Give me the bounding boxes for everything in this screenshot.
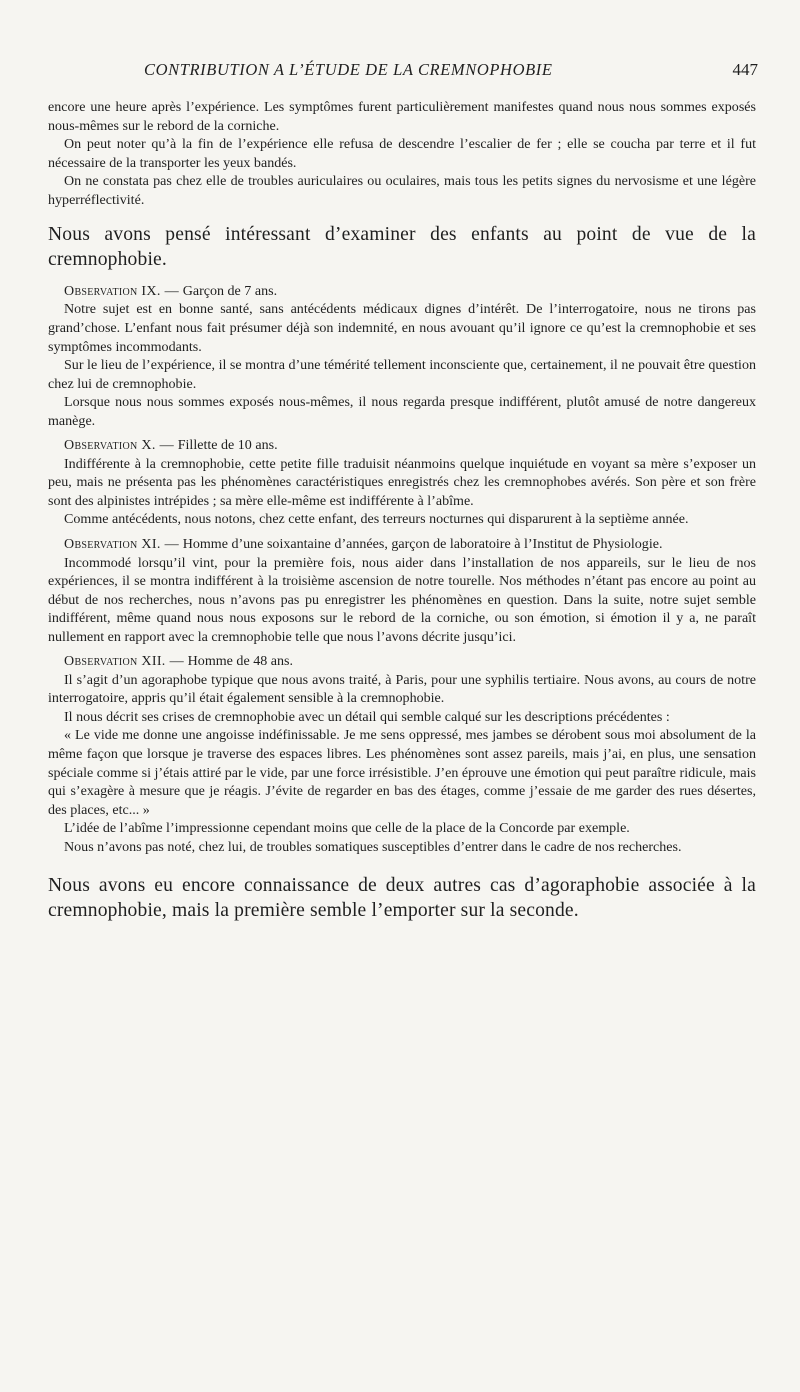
observation-12-subtitle: Homme de 48 ans. [187, 653, 293, 670]
observation-12-paragraph-1: Il s’agit d’un agoraphobe typique que nous avons traité, à Paris, pour une syphilis tertiaire. Nous avons, au cours de notre interrogatoire, appris qu’il était également sensible à la cremnophobie. [48, 671, 756, 707]
observation-9-subtitle: Garçon de 7 ans. [182, 282, 278, 299]
observation-11-paragraph-1: Incommodé lorsqu’il vint, pour la première fois, nous aider dans l’installation de nos appareils, sur le lieu de nos expériences, il se montra indifférent à la troisième ascension de notre tourelle. Nos méthodes n’étant pas encore au point au début de nos recherches, nous n’avons pas pu enregistrer les phénomènes en question. Dans la suite, notre sujet semble indifférent, même quand nous nous exposons sur le rebord de la corniche, ou son émotion, si émotion il y a, ne paraît nullement en rapport avec la cremnophobie telle que nous l’avons décrite jusqu’ici. [48, 554, 756, 645]
observation-10-heading [48, 436, 756, 455]
observation-9 [48, 282, 756, 430]
observation-12-paragraph-4: L’idée de l’abîme l’impressionne cependant moins que celle de la place de la Concorde par exemple. [64, 820, 630, 837]
observation-12 [48, 652, 756, 856]
observation-10-paragraph-2: Comme antécédents, nous notons, chez cette enfant, des terreurs nocturnes qui disparurent à la septième année. [64, 511, 689, 528]
opening-section [48, 98, 756, 209]
observation-11-title: Observation XI. [64, 535, 161, 552]
observation-12-heading [48, 652, 756, 671]
running-title: CONTRIBUTION A L’ÉTUDE DE LA CREMNOPHOBIE [144, 60, 553, 79]
opening-paragraph-3: On ne constata pas chez elle de troubles auriculaires ou oculaires, mais tous les petits signes du nervosisme et une légère hyperréflectivité. [48, 173, 756, 208]
observation-10 [48, 436, 756, 529]
observation-11-heading [48, 535, 756, 554]
opening-paragraph-2: On peut noter qu’à la fin de l’expérience elle refusa de descendre l’escalier de fer ; elle se coucha par terre et il fut nécessaire de la transporter les yeux bandés. [48, 136, 756, 171]
observation-10-dash: — [159, 437, 174, 454]
page-number: 447 [732, 60, 758, 79]
observations-section [48, 282, 756, 856]
running-head [48, 60, 756, 84]
observation-10-paragraph-1: Indifférente à la cremnophobie, cette petite fille traduisit néanmoins quelque inquiétude en voyant sa mère s’exposer un peu, mais ne présenta pas les phénomènes caractéristiques enregistrés chez les cremnophobes avérés. Son père et son frère sont des alpinistes intrépides ; sa mère elle-même est indifférente à l’abîme. [48, 455, 756, 509]
observation-12-dash: — [169, 653, 184, 670]
observation-10-subtitle: Fillette de 10 ans. [177, 437, 278, 454]
observation-9-heading [48, 282, 756, 301]
observation-9-paragraph-1: Notre sujet est en bonne santé, sans antécédents médicaux dignes d’intérêt. De l’interrogatoire, nous ne tirons pas grand’chose. L’enfant nous fait présumer déjà son indemnité, en nous avouant qu’il ignore ce qu’est la cremnophobie et ses symptômes incommodants. [48, 301, 756, 355]
observation-12-paragraph-2: Il nous décrit ses crises de cremnophobie avec un détail qui semble calqué sur les descriptions précédentes : [64, 708, 670, 725]
opening-paragraph-1: encore une heure après l’expérience. Les symptômes furent particulièrement manifestes quand nous nous sommes exposés nous-mêmes sur le rebord de la corniche. [48, 99, 756, 134]
observation-12-paragraph-5: Nous n’avons pas noté, chez lui, de troubles somatiques susceptibles d’entrer dans le cadre de nos recherches. [64, 838, 682, 855]
observation-10-title: Observation X. [64, 437, 156, 454]
observation-9-dash: — [164, 282, 179, 299]
observation-12-quote: « Le vide me donne une angoisse indéfinissable. Je me sens oppressé, mes jambes se dérobent sous moi absolument de la même façon que lorsque je traverse des espaces libres. Les phénomènes sont assez pareils, mais j’ai, en plus, une sensation spéciale comme si j’étais attiré par le vide, par une force irrésistible. J’en éprouve une émotion qui peut paraître ridicule, mais qui s’exagère à mesure que je réagis. J’évite de regarder en bas des étages, comme j’essaie de me garder des rues désertes, des places, etc... » [48, 727, 756, 818]
observation-9-paragraph-3: Lorsque nous nous sommes exposés nous-mêmes, il nous regarda presque indifférent, plutôt amusé de notre dangereux manège. [48, 394, 756, 429]
observation-12-title: Observation XII. [64, 653, 166, 670]
observation-9-title: Observation IX. [64, 282, 161, 299]
closing-large-section [48, 874, 756, 923]
observation-9-paragraph-2: Sur le lieu de l’expérience, il se montra d’une témérité tellement inconsciente que, certainement, il ne pouvait être question chez lui de cremnophobie. [48, 357, 756, 392]
intro-large-paragraph: Nous avons pensé intéressant d’examiner des enfants au point de vue de la cremnophobie. [48, 224, 756, 270]
intro-large-section [48, 223, 756, 272]
observation-11-dash: — [164, 535, 179, 552]
closing-large-paragraph: Nous avons eu encore connaissance de deux autres cas d’agoraphobie associée à la cremnophobie, mais la première semble l’emporter sur la seconde. [48, 875, 756, 921]
book-page [48, 60, 756, 923]
observation-11 [48, 535, 756, 646]
observation-11-subtitle: Homme d’une soixantaine d’années, garçon de laboratoire à l’Institut de Physiologie. [182, 535, 663, 552]
